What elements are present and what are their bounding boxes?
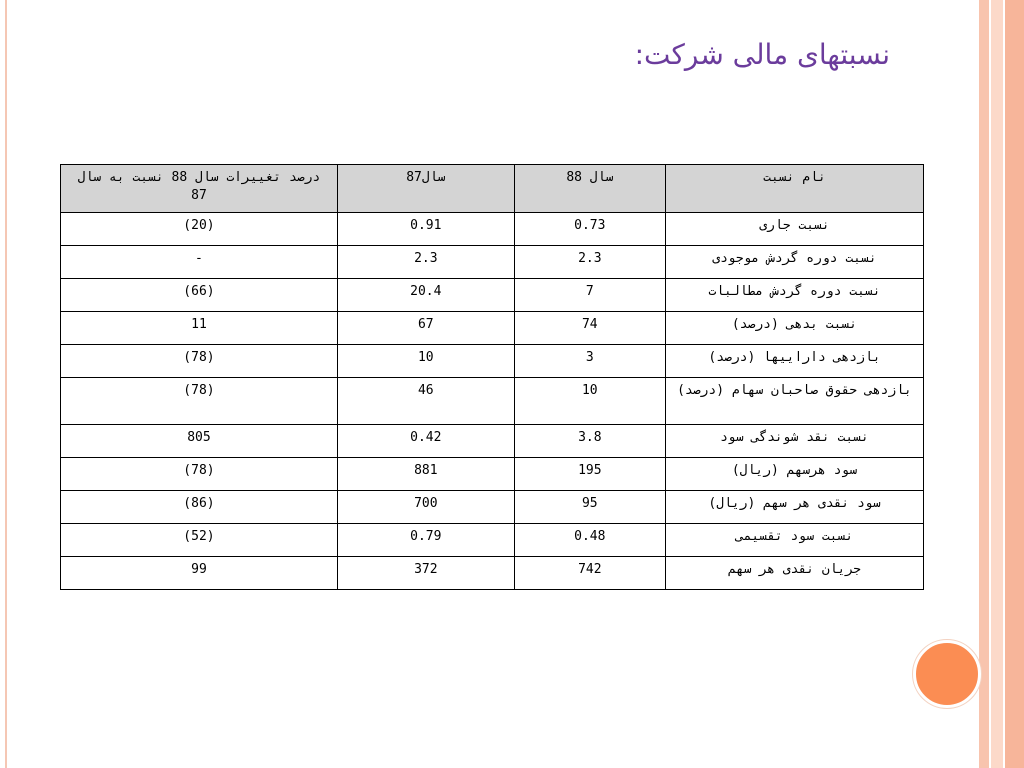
cell-year-88: 0.48 bbox=[514, 524, 665, 557]
cell-change: (78) bbox=[61, 378, 338, 425]
cell-year-87: 67 bbox=[337, 312, 514, 345]
right-decorative-line bbox=[1003, 0, 1005, 768]
table-row bbox=[61, 458, 924, 491]
right-decorative-band bbox=[979, 0, 989, 768]
table-row bbox=[61, 345, 924, 378]
cell-ratio-name: بازدهی حقوق صاحبان سهام (درصد) bbox=[665, 378, 923, 425]
cell-change: (66) bbox=[61, 279, 338, 312]
cell-year-88: 7 bbox=[514, 279, 665, 312]
cell-ratio-name: نسبت دوره گردش موجودی bbox=[665, 246, 923, 279]
cell-year-87: 46 bbox=[337, 378, 514, 425]
table-row bbox=[61, 213, 924, 246]
cell-year-87: 0.79 bbox=[337, 524, 514, 557]
cell-change: 99 bbox=[61, 557, 338, 590]
right-decorative-band bbox=[1005, 0, 1024, 768]
cell-year-88: 742 bbox=[514, 557, 665, 590]
cell-year-87: 0.42 bbox=[337, 425, 514, 458]
cell-ratio-name: بازدهی داراییها (درصد) bbox=[665, 345, 923, 378]
cell-change: (86) bbox=[61, 491, 338, 524]
table-row bbox=[61, 246, 924, 279]
cell-year-88: 0.73 bbox=[514, 213, 665, 246]
cell-year-87: 700 bbox=[337, 491, 514, 524]
table-header-row bbox=[61, 165, 924, 213]
cell-year-87: 0.91 bbox=[337, 213, 514, 246]
cell-year-88: 195 bbox=[514, 458, 665, 491]
cell-year-87: 10 bbox=[337, 345, 514, 378]
cell-change: - bbox=[61, 246, 338, 279]
cell-year-88: 10 bbox=[514, 378, 665, 425]
cell-change: (78) bbox=[61, 345, 338, 378]
cell-year-88: 74 bbox=[514, 312, 665, 345]
cell-change: (20) bbox=[61, 213, 338, 246]
header-year-88: سال 88 bbox=[514, 165, 665, 213]
cell-year-88: 3 bbox=[514, 345, 665, 378]
cell-year-87: 881 bbox=[337, 458, 514, 491]
cell-change: (78) bbox=[61, 458, 338, 491]
cell-change: 11 bbox=[61, 312, 338, 345]
cell-ratio-name: سود نقدی هر سهم (ریال) bbox=[665, 491, 923, 524]
cell-year-88: 95 bbox=[514, 491, 665, 524]
table-row bbox=[61, 425, 924, 458]
financial-ratios-table bbox=[60, 164, 924, 590]
header-change-percent: درصد تغییرات سال 88 نسبت به سال 87 bbox=[61, 165, 338, 213]
cell-ratio-name: سود هرسهم (ریال) bbox=[665, 458, 923, 491]
left-decorative-line bbox=[5, 0, 7, 768]
cell-ratio-name: نسبت نقد شوندگی سود bbox=[665, 425, 923, 458]
cell-ratio-name: نسبت جاری bbox=[665, 213, 923, 246]
cell-year-87: 20.4 bbox=[337, 279, 514, 312]
header-year-87: سال87 bbox=[337, 165, 514, 213]
right-decorative-line bbox=[989, 0, 991, 768]
cell-ratio-name: نسبت بدهی (درصد) bbox=[665, 312, 923, 345]
cell-year-87: 372 bbox=[337, 557, 514, 590]
table-row bbox=[61, 491, 924, 524]
cell-ratio-name: نسبت سود تقسیمی bbox=[665, 524, 923, 557]
table-row bbox=[61, 378, 924, 425]
cell-ratio-name: نسبت دوره گردش مطالبات bbox=[665, 279, 923, 312]
table-row bbox=[61, 524, 924, 557]
cell-change: (52) bbox=[61, 524, 338, 557]
table-row bbox=[61, 557, 924, 590]
header-ratio-name: نام نسبت bbox=[665, 165, 923, 213]
cell-change: 805 bbox=[61, 425, 338, 458]
slide-title: نسبتهای مالی شرکت: bbox=[634, 38, 890, 71]
cell-year-87: 2.3 bbox=[337, 246, 514, 279]
decorative-circle bbox=[913, 640, 981, 708]
cell-year-88: 2.3 bbox=[514, 246, 665, 279]
cell-ratio-name: جریان نقدی هر سهم bbox=[665, 557, 923, 590]
table-row bbox=[61, 279, 924, 312]
cell-year-88: 3.8 bbox=[514, 425, 665, 458]
right-decorative-band bbox=[991, 0, 1003, 768]
table-row bbox=[61, 312, 924, 345]
